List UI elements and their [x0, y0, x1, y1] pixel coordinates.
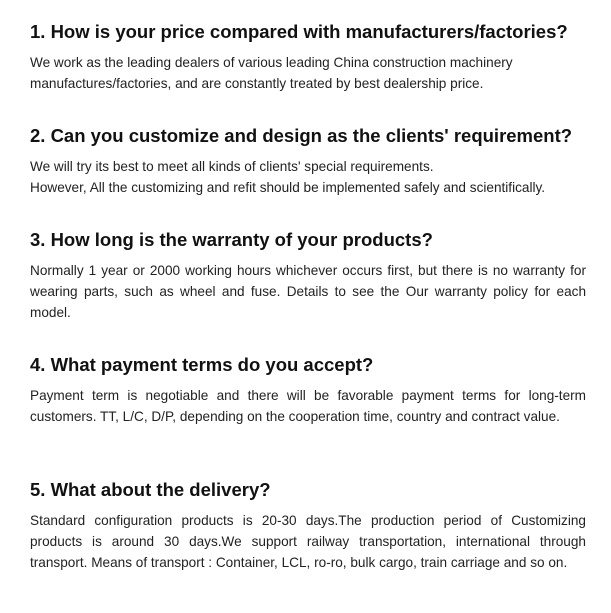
faq-question-payment: 4. What payment terms do you accept? [30, 354, 374, 375]
faq-question-delivery: 5. What about the delivery? [30, 479, 271, 500]
faq-item-customize [30, 125, 586, 198]
faq-item-delivery [30, 479, 586, 573]
faq-item-price [30, 21, 586, 94]
faq-answer-warranty: Normally 1 year or 2000 working hours whichever occurs first, but there is no warranty for wearing parts, such as wheel and fuse. Details to see the Our warranty policy for each model. [30, 263, 586, 320]
faq-item-warranty [30, 229, 586, 323]
faq-answer-customize-line-1: We will try its best to meet all kinds of clients' special requirements. [30, 159, 434, 174]
faq-answer-customize-line-2: However, All the customizing and refit should be implemented safely and scientifically. [30, 180, 546, 195]
faq-answer-payment: Payment term is negotiable and there will be favorable payment terms for long-term customers. TT, L/C, D/P, depending on the cooperation time, country and contract value. [30, 388, 586, 424]
faq-question-customize: 2. Can you customize and design as the clients' requirement? [30, 125, 573, 146]
faq-item-payment [30, 354, 586, 427]
faq-question-price: 1. How is your price compared with manufacturers/factories? [30, 21, 568, 42]
faq-question-warranty: 3. How long is the warranty of your products? [30, 229, 433, 250]
faq-answer-delivery: Standard configuration products is 20-30 days.The production period of Customizing products is around 30 days.We support railway transportation, international through transport. Means of transport : Container, LCL, ro-ro, bulk cargo, train carriage and so on. [30, 513, 586, 570]
faq-answer-customize [30, 156, 586, 198]
faq-answer-price: We work as the leading dealers of various leading China construction machinery manufactures/factories, and are constantly treated by best dealership price. [30, 55, 513, 91]
